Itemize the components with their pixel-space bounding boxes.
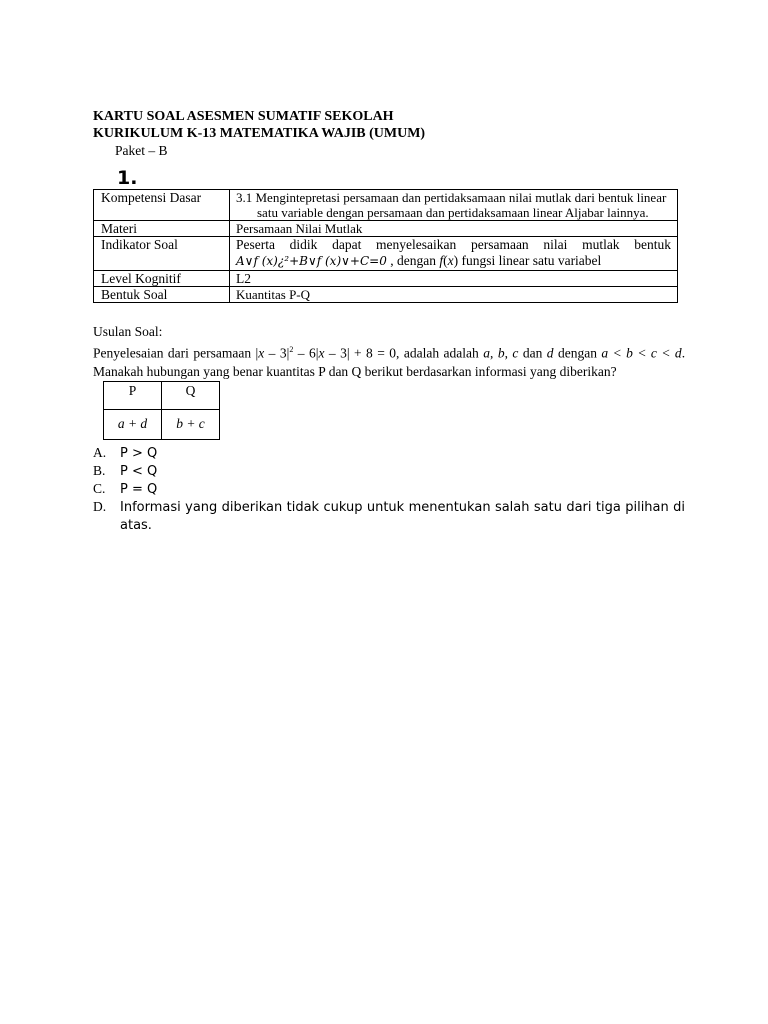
q-part-g: . Manakah hubungan yang benar kuantitas P dan Q berikut berdasarkan informasi yang diberikan?	[93, 345, 686, 379]
paket-label: Paket – B	[115, 143, 168, 158]
option-d[interactable]	[93, 498, 685, 534]
option-c[interactable]	[93, 480, 685, 498]
indikator-line2: A∨f (x)¿²+B∨f (x)∨+C=0 , dengan f(x) fungsi linear satu variabel	[236, 253, 602, 268]
usulan-heading: Usulan Soal:	[93, 324, 163, 339]
row-bentuk	[94, 287, 678, 303]
q-part-c: – 6|	[293, 345, 319, 361]
option-a[interactable]	[93, 444, 685, 462]
option-letter: D.	[93, 498, 107, 514]
option-letter: C.	[93, 480, 106, 496]
row-materi	[94, 221, 678, 237]
q-part-b: – 3|	[264, 345, 290, 361]
kompetensi-value	[230, 190, 678, 221]
pq-value-row	[104, 409, 220, 439]
pq-header-row	[104, 381, 220, 409]
question-number: 1.	[117, 167, 138, 189]
q-var-c: c	[512, 345, 519, 361]
q-part-a: Penyelesaian dari persamaan |	[93, 345, 259, 361]
option-letter: A.	[93, 444, 107, 460]
kompetensi-text: 3.1 Mengintepretasi persamaan dan pertidaksamaan nilai mutlak dari bentuk linear satu variable dengan persamaan dan pertidaksamaan linear Aljabar lainnya.	[236, 190, 667, 220]
q-var-a: a	[483, 345, 490, 361]
pq-value-p: a + d	[104, 409, 162, 439]
indikator-dengan: , dengan	[386, 253, 440, 268]
level-value: L2	[230, 271, 678, 287]
indikator-formula: A∨f (x)¿²+B∨f (x)∨+C=0	[236, 254, 387, 268]
q-var-d: d	[546, 345, 554, 361]
document-title-line2: KURIKULUM K-13 MATEMATIKA WAJIB (UMUM)	[93, 126, 426, 141]
q-part-d: – 3| + 8 = 0, adalah adalah	[324, 345, 484, 361]
pq-header-p: P	[104, 381, 162, 409]
indikator-fungsi: fungsi linear satu variabel	[458, 253, 602, 268]
q-sup: 2	[289, 345, 294, 354]
q-var-x1: x	[258, 345, 265, 361]
option-letter: B.	[93, 462, 106, 478]
question-text	[93, 341, 685, 381]
option-b[interactable]	[93, 462, 685, 480]
q-part-e: dan	[518, 345, 547, 361]
option-text: Informasi yang diberikan tidak cukup untuk menentukan salah satu dari tiga pilihan di atas.	[120, 499, 685, 533]
bentuk-value: Kuantitas P-Q	[230, 287, 678, 303]
q-part-f: dengan	[553, 345, 602, 361]
materi-label: Materi	[94, 221, 230, 237]
indikator-line1: Peserta didik dapat menyelesaikan persamaan nilai mutlak bentuk	[236, 237, 671, 252]
indikator-value	[230, 237, 678, 271]
indikator-f: f	[439, 253, 444, 268]
q-comma2: ,	[504, 345, 513, 361]
document-title-line1: KARTU SOAL ASESMEN SUMATIF SEKOLAH	[93, 109, 394, 124]
kompetensi-label: Kompetensi Dasar	[94, 190, 230, 221]
pq-table	[103, 381, 220, 440]
answer-options	[93, 444, 685, 534]
document-page	[93, 108, 685, 534]
option-text: P > Q	[120, 445, 158, 461]
pq-header-q: Q	[162, 381, 220, 409]
q-var-x2: x	[318, 345, 325, 361]
kartu-soal-table	[93, 189, 678, 303]
row-kompetensi	[94, 190, 678, 221]
level-label: Level Kognitif	[94, 271, 230, 287]
materi-value: Persamaan Nilai Mutlak	[230, 221, 678, 237]
option-text: P = Q	[120, 481, 158, 497]
indikator-label: Indikator Soal	[94, 237, 230, 271]
bentuk-label: Bentuk Soal	[94, 287, 230, 303]
q-inequality: a < b < c < d	[601, 345, 682, 361]
row-level	[94, 271, 678, 287]
q-var-b: b	[497, 345, 505, 361]
indikator-x: x	[447, 253, 454, 268]
q-comma1: ,	[489, 345, 498, 361]
row-indikator	[94, 237, 678, 271]
pq-value-q: b + c	[162, 409, 220, 439]
option-text: P < Q	[120, 463, 158, 479]
